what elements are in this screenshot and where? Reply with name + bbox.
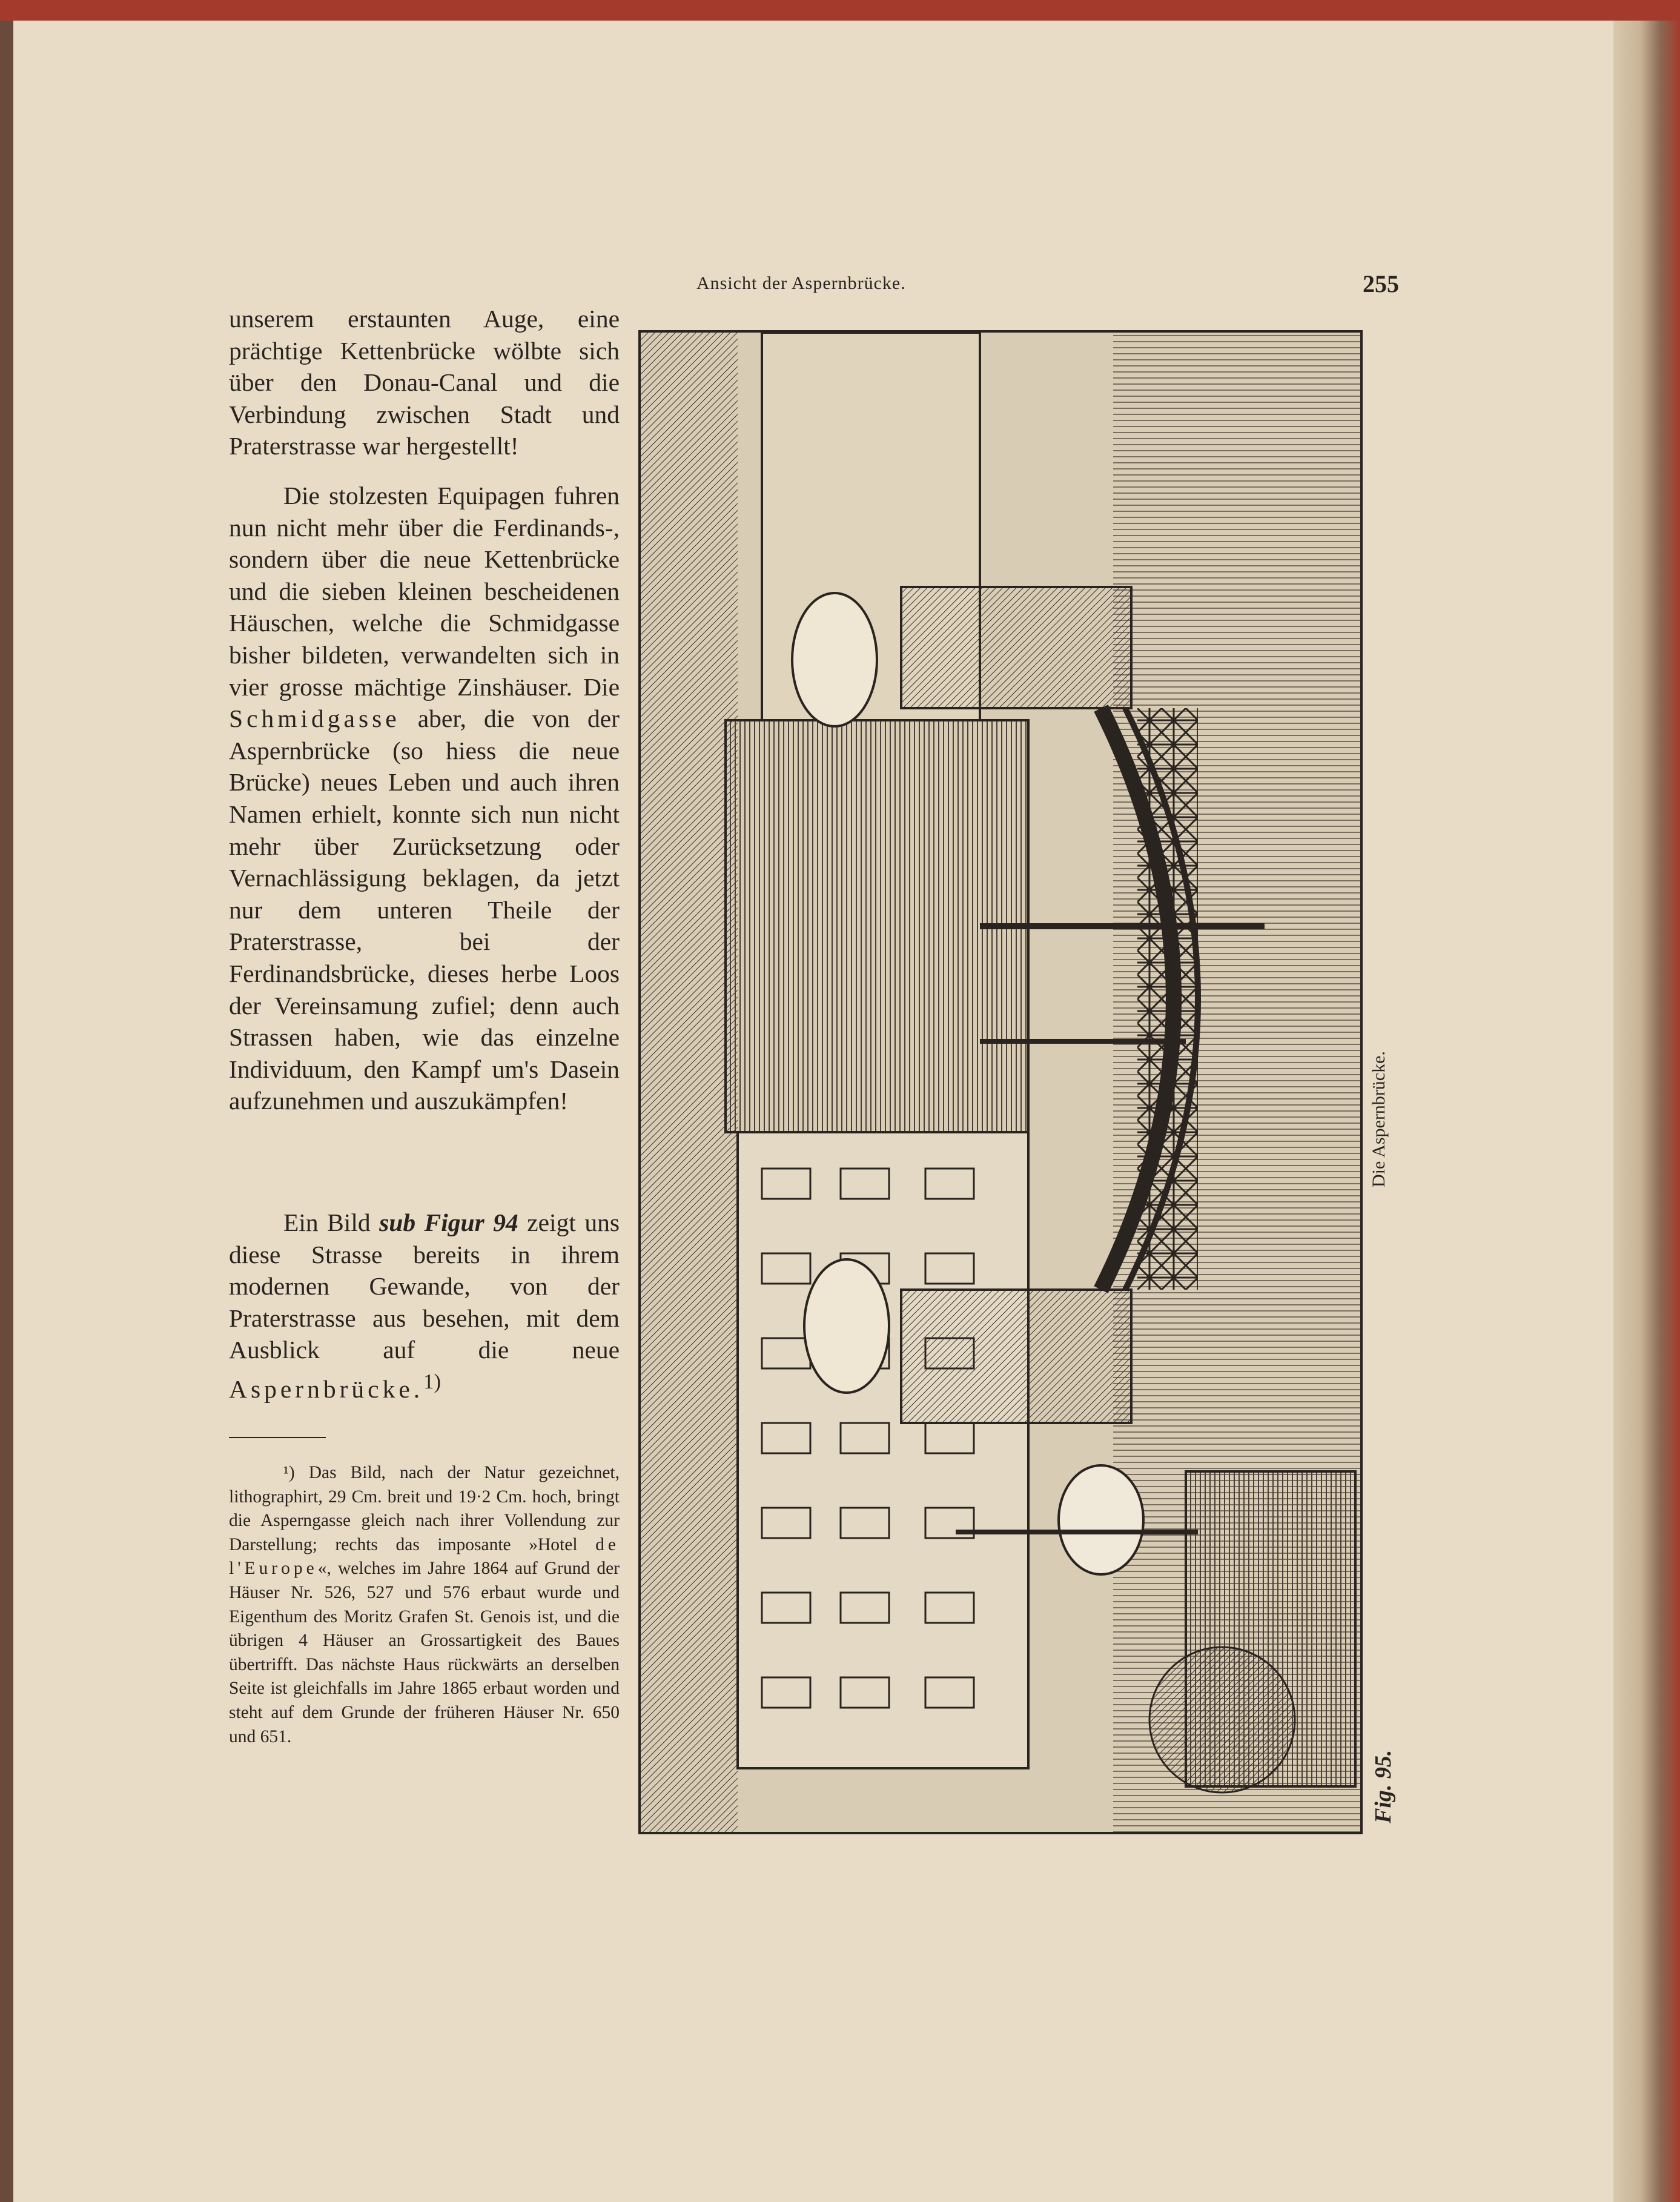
binding-edge-top	[0, 0, 1680, 21]
paragraph-2-text-a: Die stolzesten Equipagen fuhren nun nicht mehr über die Ferdinands-, sondern über die neue Kettenbrücke und die sieben kleinen bescheidenen Häuschen, welche die Schmidgasse bisher bildeten, verwandelten sich in vier grosse mächtige Zinshäuser. Die	[229, 482, 620, 701]
paragraph-2	[229, 480, 620, 1117]
statue-near	[804, 1259, 889, 1393]
footnote-spaced-word: de l'Europe	[229, 1534, 620, 1579]
page-edge-right	[1613, 21, 1680, 2202]
footnote-marker: ¹)	[283, 1463, 295, 1482]
paragraph-2-text-b: aber, die von der Aspernbrücke (so hiess die neue Brücke) neues Leben und auch ihren Namen erhielt, konnte sich nun nicht mehr über Zurücksetzung oder Vernachlässigung beklagen, da jetzt nur dem unteren Theile der Praterstrasse, bei der Ferdinandsbrücke, dieses herbe Loos der Vereinsamung zufiel; denn auch Strassen haben, wie das einzelne Individuum, den Kampf um's Dasein aufzunehmen und auszukämpfen!	[229, 705, 620, 1115]
bridge-deck-truss	[1137, 708, 1198, 1290]
statue-far	[792, 593, 877, 726]
lion-sculpture	[1059, 1465, 1143, 1574]
paragraph-1-text: unserem erstaunten Auge, eine prächtige Kettenbrücke wölbte sich über den Donau-Canal und die Verbindung zwischen Stadt und Praterstrasse war hergestellt!	[229, 305, 620, 460]
far-pylon	[901, 587, 1131, 708]
paragraph-1	[229, 303, 620, 462]
running-head	[636, 270, 1399, 306]
engraving-svg	[641, 333, 1360, 1832]
hotel-building	[738, 1132, 1028, 1768]
figure-label-text: Fig. 95.	[1371, 1749, 1396, 1823]
bridge-illustration	[638, 330, 1363, 1834]
figure-caption	[1369, 1006, 1399, 1187]
tree	[1149, 1647, 1295, 1792]
running-head-title: Ansicht der Aspernbrücke.	[696, 273, 906, 293]
page-number: 255	[1363, 270, 1399, 297]
footnote-rule	[229, 1437, 326, 1438]
footnote-reference: 1)	[423, 1370, 441, 1393]
distant-buildings	[641, 333, 738, 1832]
figure-reference: sub Figur 94	[379, 1209, 518, 1236]
binding-edge-left	[0, 21, 13, 2202]
paragraph-2-spaced-word: Schmidgasse	[229, 705, 400, 733]
figure-label	[1370, 1702, 1400, 1823]
footnote-text-b: «, welches im Jahre 1864 auf Grund der Häuser Nr. 526, 527 und 576 erbaut wurde und Eigenthum des Moritz Grafen St. Genois ist, und die übrigen 4 Häuser an Grossartigkeit des Baues übertrifft. Das nächste Haus rückwärts an derselben Seite ist gleichfalls im Jahre 1865 erbaut worden und steht auf dem Grunde der früheren Häuser Nr. 650 und 651.	[229, 1559, 620, 1746]
footnote-text-a: Das Bild, nach der Natur gezeichnet, lithographirt, 29 Cm. breit und 19·2 Cm. hoch, bringt die Asperngasse gleich nach ihrer Vollendung zur Darstellung; rechts das imposante »Hotel	[229, 1463, 620, 1554]
paragraph-3-spaced-word: Aspernbrücke.	[229, 1375, 424, 1403]
paragraph-3	[229, 1207, 620, 1405]
footnote	[229, 1461, 620, 1749]
figure-caption-text: Die Aspernbrücke.	[1369, 1051, 1389, 1187]
paragraph-3-text-a: Ein Bild	[283, 1209, 380, 1236]
paragraph-3-text-b: zeigt uns diese Strasse bereits in ihrem modernen Gewande, von der Praterstrasse aus besehen, mit dem Ausblick auf die neue	[229, 1209, 620, 1364]
near-pylon	[901, 1290, 1131, 1423]
